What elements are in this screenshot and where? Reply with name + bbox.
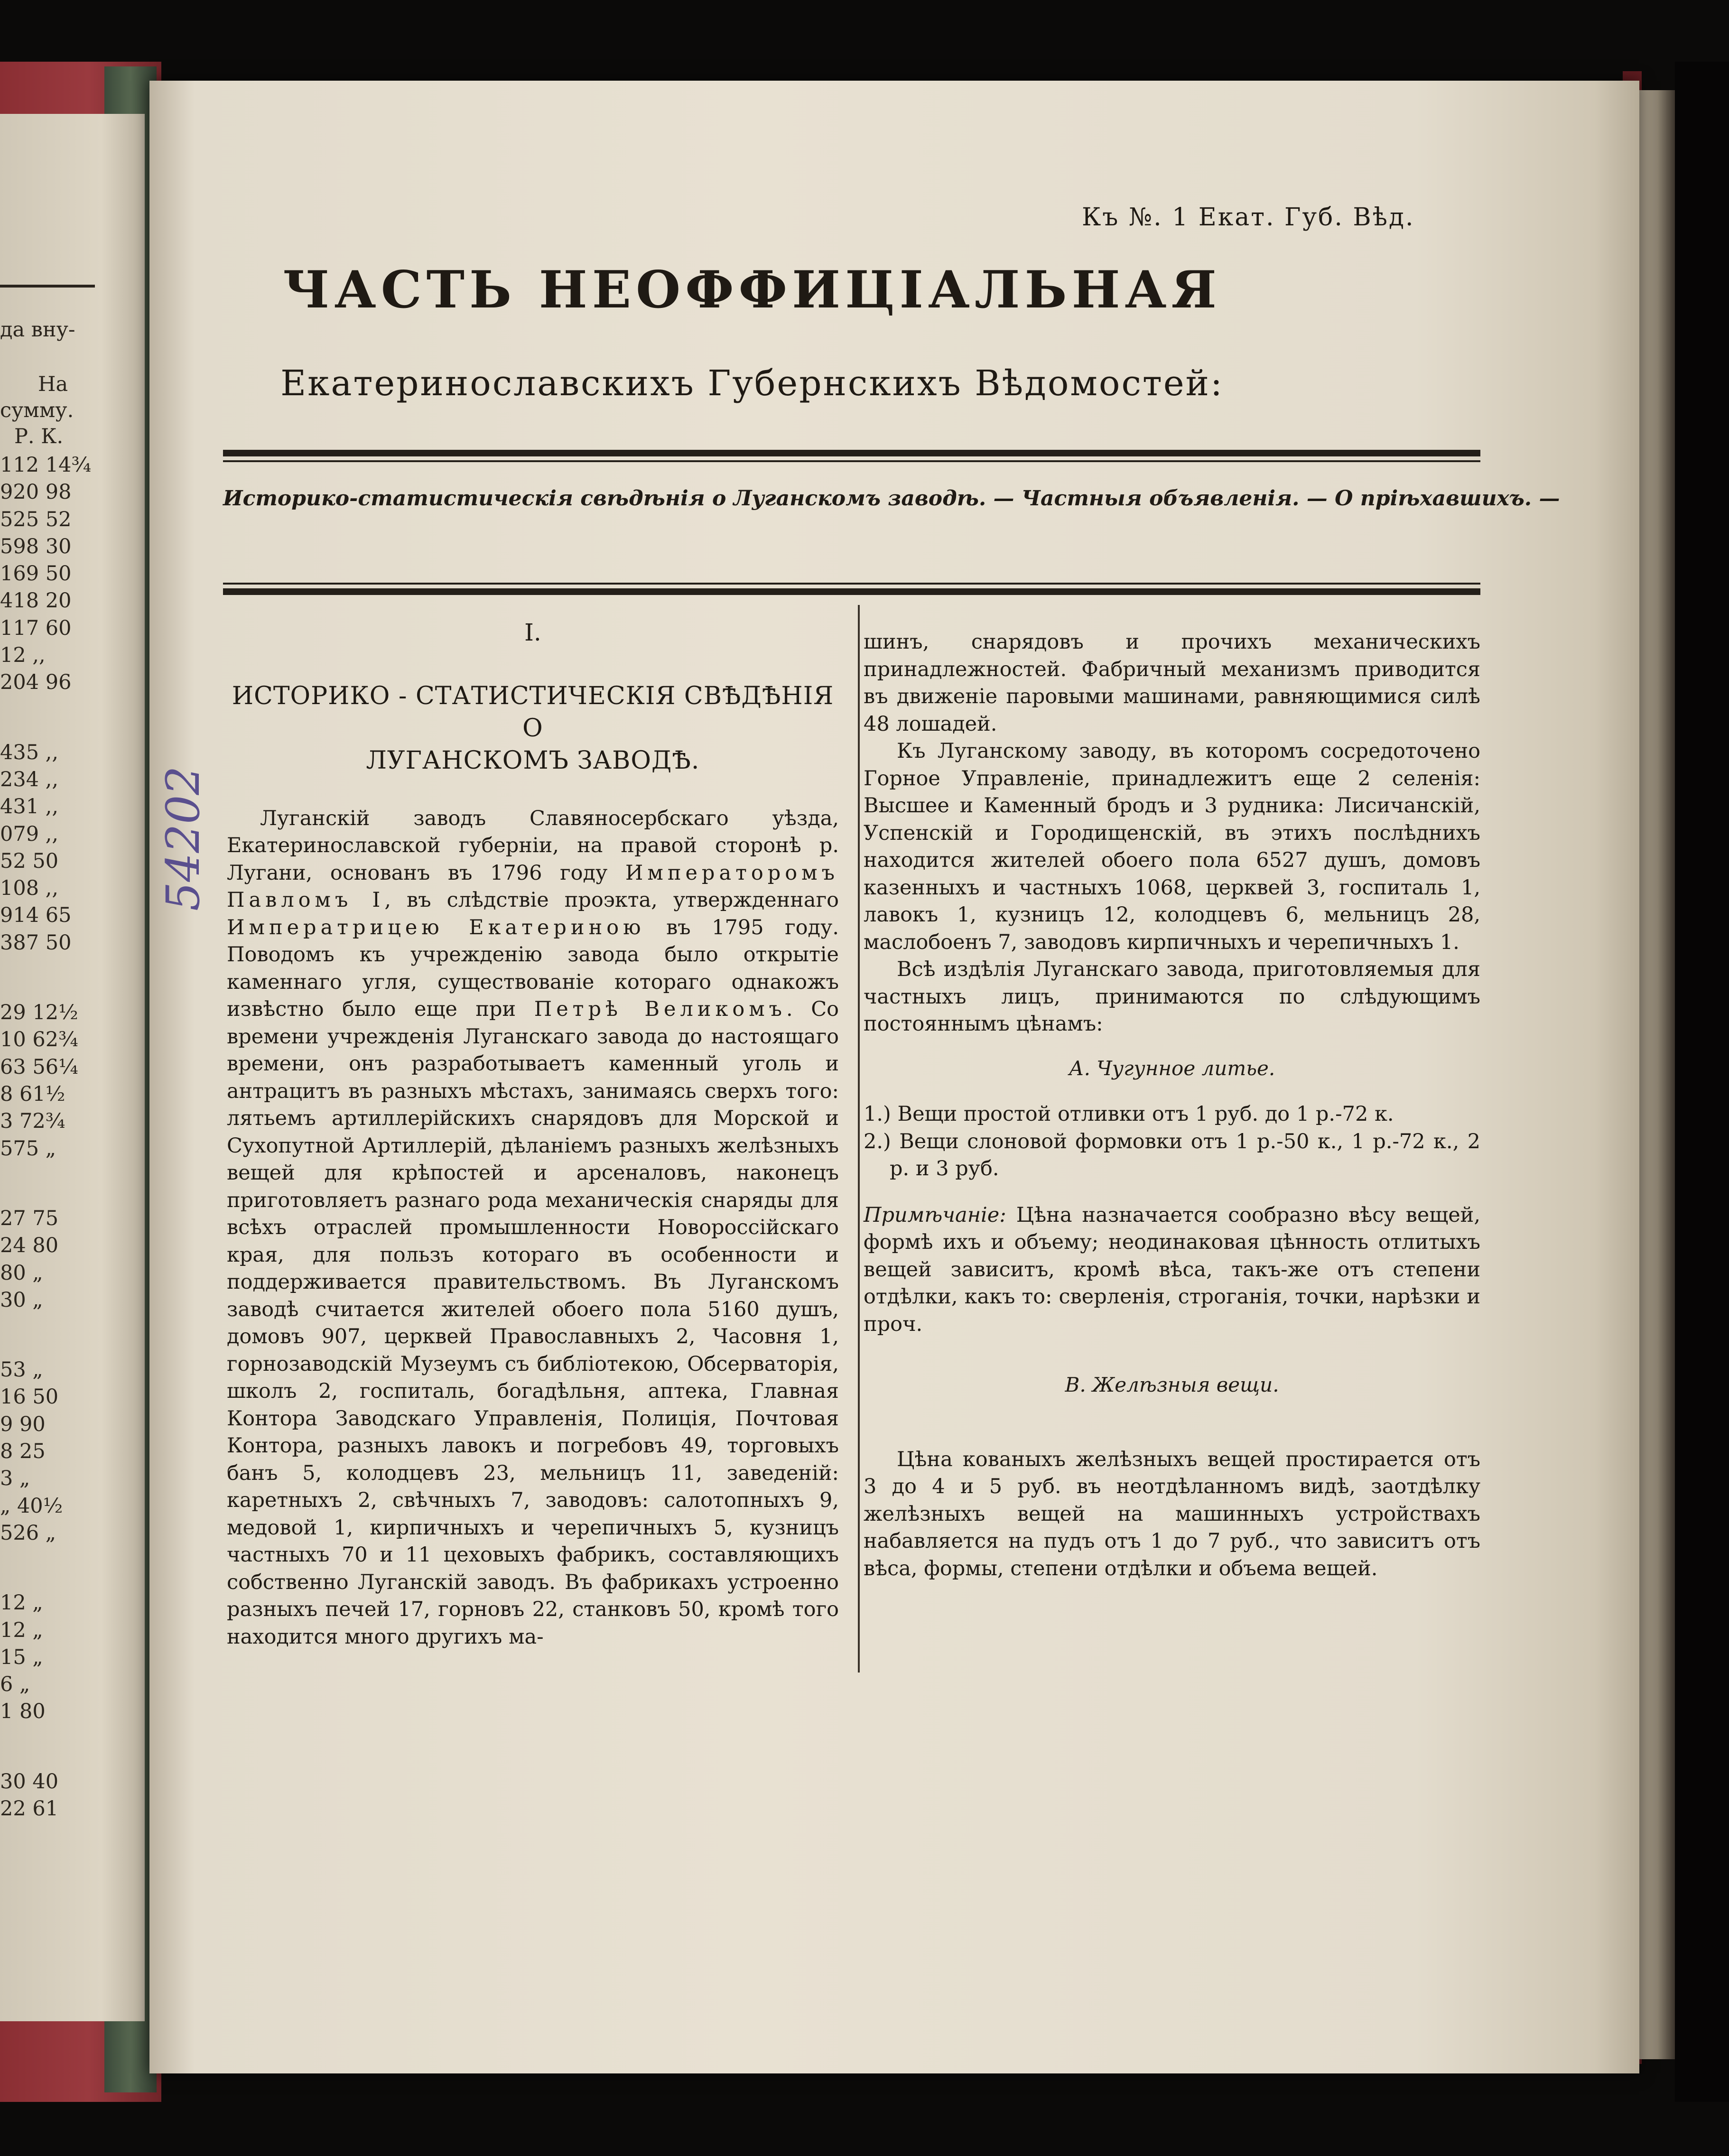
page-subtitle: Екатеринославскихъ Губернскихъ Вѣдомостей: — [280, 363, 1224, 404]
article-column-left — [227, 619, 839, 1651]
left-page-row: 575 „ — [0, 1137, 56, 1161]
left-page-row: 3 72¾ — [0, 1109, 65, 1133]
left-page-row: 8 61½ — [0, 1082, 65, 1106]
left-page-row: 30 40 — [0, 1770, 59, 1794]
left-page-row: 10 62¾ — [0, 1028, 78, 1051]
left-page-row: 112 14¾ — [0, 453, 92, 477]
empress-name: Императрицею Екатериною — [227, 915, 645, 939]
issue-reference: Къ №. 1 Екат. Губ. Вѣд. — [1082, 203, 1415, 232]
column-divider — [858, 605, 860, 1673]
article-heading-line-2: ЛУГАНСКОМЪ ЗАВОДѢ. — [366, 746, 700, 775]
left-page-header-line: На — [38, 372, 68, 396]
left-page-header-line: Р. К. — [14, 425, 64, 448]
left-page-row: 431 ,, — [0, 795, 59, 818]
paragraph-1-text-c: въ 1795 году. Поводомъ къ учрежденію завода было открытіе каменнаго угля, существованіе котораго однакожъ извѣстно было еще при — [227, 915, 839, 1021]
left-page-row: 914 65 — [0, 903, 72, 927]
section-b-heading: В. Желѣзныя вещи. — [1065, 1373, 1279, 1396]
article-paragraph-1 — [227, 805, 839, 1651]
left-page-row: 234 ,, — [0, 768, 59, 791]
left-page-row: 16 50 — [0, 1385, 59, 1409]
article-column-right — [864, 629, 1480, 1582]
background-edge — [1675, 62, 1729, 2102]
left-page-row: 63 56¼ — [0, 1055, 78, 1079]
paragraph-1-text-a: Луганскій заводъ Славяносербскаго уѣзда, Екатеринославской губерніи, на правой сторонѣ р. Лугани, основанъ въ 1796 году — [227, 806, 839, 885]
left-page-row: 387 50 — [0, 931, 72, 955]
paragraph-1-text-d: . Со времени учрежденія Луганскаго завода до настоящаго времени, онъ разработываетъ каменный уголь и антрацитъ въ разныхъ мѣстахъ, занимаясь сверхъ того: лятьемъ артиллерійскихъ снарядовъ для Морской и Сухопутной Артиллерій, дѣланіемъ разныхъ желѣзныхъ вещей для крѣпостей и арсеналовъ, наконецъ приготовляетъ разнаго рода механическія снаряды для всѣхъ отраслей промышленности Новороссійскаго края, для пользъ котораго въ особенности и поддерживается правительствомъ. Въ Луганскомъ заводѣ считается жителей обоего пола 5160 душъ, домовъ 907, церквей Православныхъ 2, Часовня 1, горнозаводскій Музеумъ съ библіотекою, Обсерваторія, школъ 2, госпиталь, богадѣльня, аптека, Главная Контора Заводскаго Управленія, Полиція, Почтовая Контора, разныхъ лавокъ и погребовъ 49, торговыхъ банъ 5, колодцевъ 23, мельницъ 11, заведеній: каретныхъ 2, свѣчныхъ 7, заводовъ: салотопныхъ 9, медовой 1, кирпичныхъ и черепичныхъ 5, кузницъ частныхъ 70 и 11 цеховыхъ фабрикъ, составляющихъ собственно Луганскій заводъ. Въ фабрикахъ устроенно разныхъ печей 17, горновъ 22, станковъ 50, кромѣ того находится много другихъ ма- — [227, 997, 839, 1649]
left-page-row: 9 90 — [0, 1413, 46, 1436]
section-a-heading: А. Чугунное литье. — [1069, 1056, 1275, 1080]
page-title: ЧАСТЬ НЕОФФИЦІАЛЬНАЯ — [283, 260, 1221, 320]
left-page-row: 27 75 — [0, 1207, 59, 1230]
article-paragraph-5: Цѣна кованыхъ желѣзныхъ вещей простирается отъ 3 до 4 и 5 руб. въ неотдѣланномъ видѣ, заотдѣлку желѣзныхъ вещей на машинныхъ устройствахъ набавляется на пудъ отъ 1 до 7 руб., что зависитъ отъ вѣса, формы, степени отдѣлки и объема вещей. — [864, 1447, 1480, 1580]
left-page-row: 079 ,, — [0, 822, 59, 846]
left-page-row: 8 25 — [0, 1440, 46, 1463]
left-page-header-line: да вну- — [0, 318, 75, 342]
note-label: Примѣчаніе: — [864, 1203, 1006, 1227]
left-page-row: 53 „ — [0, 1358, 43, 1382]
left-page-row: 80 „ — [0, 1261, 43, 1285]
left-page-row: 29 12½ — [0, 1001, 78, 1024]
left-page-row: 525 52 — [0, 508, 72, 531]
peter-name: Петрѣ Великомъ — [534, 997, 787, 1021]
left-page-row: 435 ,, — [0, 741, 59, 764]
title-rule-thin — [223, 460, 1480, 462]
left-page-row: 52 50 — [0, 849, 59, 873]
left-page-row: 108 ,, — [0, 876, 59, 900]
left-page-row: 30 „ — [0, 1288, 43, 1312]
article-paragraph-3: Къ Луганскому заводу, въ которомъ сосредоточено Горное Управленіе, принадлежитъ еще 2 селенія: Высшее и Каменный бродъ и 3 рудника: Лисичанскій, Успенскій и Городищенскій, въ этихъ послѣднихъ находится жителей обоего пола 6527 душъ, домовъ казенныхъ и частныхъ 1068, церквей 3, госпиталь 1, лавокъ 1, кузницъ 12, колодцевъ 6, мельницъ 28, маслобоенъ 7, заводовъ кирпичныхъ и черепичныхъ 1. — [864, 739, 1480, 954]
left-page-row: 6 „ — [0, 1673, 30, 1696]
left-page-row: 169 50 — [0, 562, 72, 585]
left-page-rule — [0, 285, 95, 288]
article-heading — [227, 680, 839, 777]
article-paragraph-4: Всѣ издѣлія Луганскаго завода, приготовляемыя для частныхъ лицъ, принимаются по слѣдующимъ постояннымъ цѣнамъ: — [864, 957, 1480, 1036]
left-page-row: 24 80 — [0, 1234, 59, 1257]
paragraph-1-text-b: , въ слѣдствіе проэкта, утвержденнаго — [384, 888, 839, 912]
left-page-row: 1 80 — [0, 1700, 46, 1723]
price-item-1: 1.) Вещи простой отливки отъ 1 руб. до 1 р.-72 к. — [864, 1102, 1394, 1126]
note-text: Цѣна назначается сообразно вѣсу вещей, формѣ ихъ и объему; неодинаковая цѣнность отлитыхъ вещей зависитъ, кромѣ вѣса, такъ-же отъ степени отдѣлки, какъ то: сверленія, строганія, точки, нарѣзки и проч. — [864, 1203, 1480, 1336]
left-page-row: 920 98 — [0, 480, 72, 504]
left-page-row: 418 20 — [0, 589, 72, 613]
contents-rule-thin — [223, 583, 1480, 585]
title-rule-thick — [223, 450, 1480, 456]
article-heading-line-1: ИСТОРИКО - СТАТИСТИЧЕСКІЯ СВѢДѢНІЯ О — [232, 681, 834, 743]
left-page-row: 15 „ — [0, 1645, 43, 1669]
contents-rule-thick — [223, 588, 1480, 595]
emperor-name: Императоромъ Павломъ I — [227, 861, 839, 912]
left-page-row: 12 ,, — [0, 643, 46, 667]
left-page-row: „ 40½ — [0, 1494, 63, 1518]
article-paragraph-2: шинъ, снарядовъ и прочихъ механическихъ принадлежностей. Фабричный механизмъ приводится въ движеніе паровыми машинами, равняющимися силѣ 48 лошадей. — [864, 630, 1480, 736]
price-item-2: 2.) Вещи слоновой формовки отъ 1 р.-50 к., 1 р.-72 к., 2 р. и 3 руб. — [864, 1129, 1480, 1180]
price-note — [864, 1202, 1480, 1338]
article-number: I. — [524, 619, 541, 646]
left-page-row: 117 60 — [0, 616, 72, 640]
left-page-fragment — [0, 114, 145, 2021]
left-page-header-line: сумму. — [0, 399, 74, 422]
left-page-row: 3 „ — [0, 1467, 30, 1490]
left-page-row: 12 „ — [0, 1618, 43, 1642]
left-page-row: 598 30 — [0, 535, 72, 558]
left-page-row: 526 „ — [0, 1521, 56, 1545]
left-page-row: 204 96 — [0, 670, 72, 694]
handwritten-inventory-number: 54202 — [157, 766, 210, 911]
left-page-row: 22 61 — [0, 1797, 59, 1821]
left-page-row: 12 „ — [0, 1591, 43, 1615]
contents-line: Историко-статистическія свѣдѣнія о Луганскомъ заводѣ. — Частныя объявленія. — О пріѣхавшихъ. — — [223, 486, 1560, 511]
